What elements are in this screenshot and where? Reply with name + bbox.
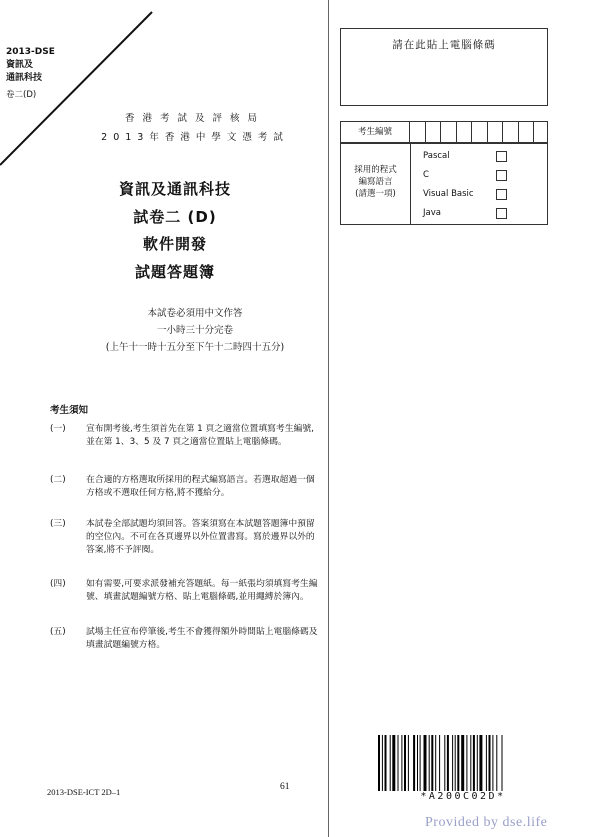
candidate-digit-box[interactable] — [410, 121, 426, 143]
language-label-line: 編寫語言 — [358, 177, 393, 187]
barcode-bar — [429, 735, 430, 791]
corner-line-2: 資訊及 — [6, 60, 34, 70]
barcode-bar — [477, 735, 478, 791]
language-option-visual-basic: Visual Basic — [423, 189, 474, 199]
language-option-java: Java — [423, 208, 441, 218]
exam-authority: 香港考試及評核局 — [124, 113, 265, 124]
barcode-bar — [496, 735, 497, 791]
barcode-bar — [455, 735, 456, 791]
barcode-bar — [392, 735, 395, 791]
note-number: (四) — [50, 579, 66, 589]
note-number: (一) — [50, 424, 66, 434]
barcode-sticker-box — [340, 28, 548, 106]
barcode-bar — [457, 735, 459, 791]
candidate-digit-box[interactable] — [426, 121, 442, 143]
note-item — [50, 474, 320, 500]
barcode-bar — [420, 735, 421, 791]
footer-code: 2013-DSE-ICT 2D–1 — [47, 787, 121, 797]
candidate-digit-box[interactable] — [457, 121, 473, 143]
barcode-bar — [447, 735, 449, 791]
barcode-bar — [385, 735, 387, 791]
barcode-bar — [424, 735, 427, 791]
note-item — [50, 578, 320, 604]
barcode-bar — [435, 735, 436, 791]
time-instruction: (上午十一時十五分至下午十二時四十五分) — [105, 342, 285, 353]
subject-title: 資訊及通訊科技 — [118, 180, 231, 198]
notes-heading: 考生須知 — [50, 405, 89, 416]
note-text: 如有需要,可要求派發補充答題紙。每一紙張均須填寫考生編號、填畫試題編號方格、貼上電腦條碼,並用繩縛於簿內。 — [86, 579, 318, 602]
barcode-bar — [502, 735, 503, 791]
candidate-digit-box[interactable] — [503, 121, 519, 143]
barcode-bar — [378, 735, 380, 791]
barcode-bar — [486, 735, 487, 791]
watermark: Provided by dse.life — [425, 815, 548, 830]
booklet-title: 試題答題簿 — [134, 263, 215, 281]
barcode-bar — [452, 735, 453, 791]
note-number: (二) — [50, 475, 66, 485]
barcode-bar — [382, 735, 383, 791]
language-label — [341, 144, 411, 224]
exam-title: 2013年香港中學文憑考試 — [101, 132, 289, 143]
candidate-digit-box[interactable] — [441, 121, 457, 143]
barcode-bar — [401, 735, 402, 791]
candidate-number-label: 考生編號 — [340, 121, 410, 143]
checkbox-c[interactable] — [496, 170, 507, 181]
barcode-bar — [479, 735, 482, 791]
checkbox-java[interactable] — [496, 208, 507, 219]
barcode-bar — [390, 735, 391, 791]
note-item — [50, 423, 320, 449]
barcode-bar — [398, 735, 399, 791]
note-item — [50, 518, 320, 557]
corner-line-1: 2013-DSE — [6, 47, 55, 57]
barcode-bar — [439, 735, 440, 791]
note-text: 本試卷全部試題均須回答。答案須寫在本試題答題簿中預留的空位內。不可在各頁邊界以外位置書寫。寫於邊界以外的答案,將不予評閱。 — [86, 519, 315, 555]
corner-label — [6, 46, 55, 102]
barcode-bar — [492, 735, 493, 791]
barcode-bar — [466, 735, 467, 791]
duration-instruction: 一小時三十分完卷 — [156, 325, 233, 336]
barcode-bar — [404, 735, 406, 791]
barcode-bars — [378, 735, 548, 791]
language-option-c: C — [423, 170, 429, 180]
barcode-bar — [413, 735, 415, 791]
corner-paper: 卷二(D) — [6, 90, 37, 100]
note-number: (五) — [50, 627, 66, 637]
paper-title: 試卷二 (D) — [133, 208, 217, 226]
note-text: 在合適的方格選取所採用的程式編寫語言。若選取超過一個方格或不選取任何方格,將不獲給分。 — [86, 475, 315, 498]
candidate-digit-box[interactable] — [519, 121, 535, 143]
barcode-text: *A200C02D* — [420, 791, 506, 802]
barcode-bar — [473, 735, 475, 791]
candidate-digit-box[interactable] — [472, 121, 488, 143]
language-label-line: (請選一項) — [355, 189, 396, 199]
note-number: (三) — [50, 519, 66, 529]
barcode-bar — [408, 735, 409, 791]
barcode-bar — [489, 735, 491, 791]
language-selection-box — [340, 143, 548, 225]
candidate-number-row — [340, 121, 548, 143]
barcode-bar — [431, 735, 433, 791]
language-label-line: 採用的程式 — [354, 165, 397, 175]
note-item — [50, 626, 320, 652]
note-text: 試場主任宣布停筆後,考生不會獲得額外時間貼上電腦條碼及填畫試題編號方格。 — [86, 627, 318, 650]
note-text: 宣布開考後,考生須首先在第 1 頁之適當位置填寫考生編號,並在第 1、3、5 及 7 頁之適當位置貼上電腦條碼。 — [86, 424, 314, 447]
language-option-pascal: Pascal — [423, 151, 450, 161]
checkbox-visual-basic[interactable] — [496, 189, 507, 200]
language-instruction: 本試卷必須用中文作答 — [147, 308, 243, 319]
candidate-digit-box[interactable] — [488, 121, 504, 143]
barcode-bar — [461, 735, 464, 791]
barcode-sticker-label: 請在此貼上電腦條碼 — [392, 39, 496, 51]
page-number: 61 — [280, 782, 290, 792]
barcode-bar — [470, 735, 471, 791]
barcode-bar — [444, 735, 445, 791]
checkbox-pascal[interactable] — [496, 151, 507, 162]
candidate-digit-box[interactable] — [534, 121, 548, 143]
page-divider — [328, 0, 329, 837]
topic-title: 軟件開發 — [142, 235, 207, 253]
barcode-bar — [417, 735, 418, 791]
corner-line-3: 通訊科技 — [6, 73, 43, 83]
